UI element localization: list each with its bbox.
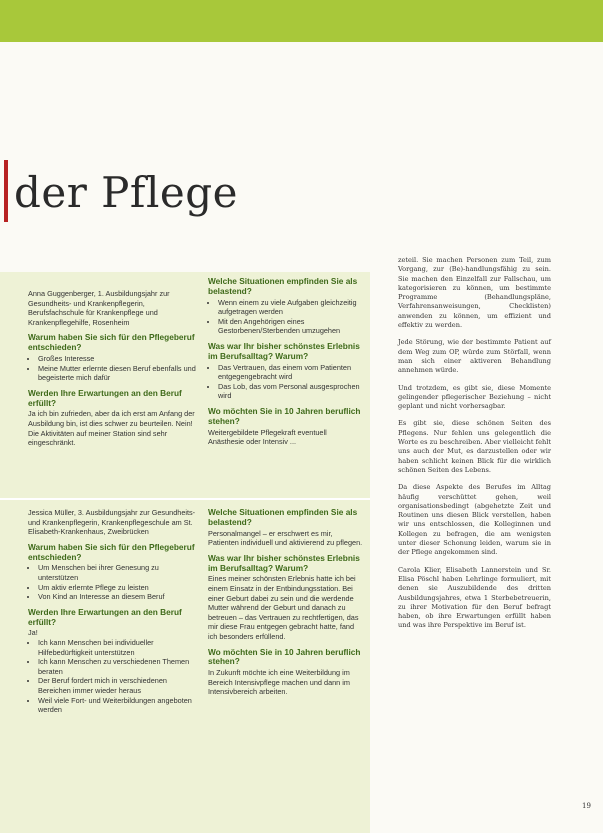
answer-list [28,563,196,601]
page-title: der Pflege [14,168,239,217]
answer-text: Eines meiner schönsten Erlebnis hatte ich bei einem Einsatz in der Entbindungsstation. Bei einer Geburt dabei zu sein und die werdende Mutter während der Geburt und danach zu betreuen – das Vertrauen zu rechtfertigen, das mir diese Frau entgegen gebracht hatte, fand ich besonders erfüllend. [208,574,359,641]
list-item: • Ich kann Menschen bei individueller Hilfebedürftigkeit unterstützen [38,638,196,657]
question-heading: Was war Ihr bisher schönstes Erlebnis im Berufsalltag? Warum? [208,552,360,573]
list-item: • Großes Interesse [38,354,196,364]
body-paragraph: Es gibt sie, diese schönen Seiten des Pflegens. Nur fehlen uns gelegentlich die Worte es zu beschreiben. Aber vielleicht fehlt uns auch der Mut, es darzustellen oder wir haben schlicht keinen Blick für die wirklich schönen Seiten des Lebens. [398,419,551,474]
answer-text: Personalmangel – er erschwert es mir, Patienten individuell und aktivierend zu pflegen. [208,528,363,548]
list-item: • Das Lob, das vom Personal ausgesprochen wird [218,382,364,401]
body-paragraph: Da diese Aspekte des Berufes im Alltag häufig verschüttet gehen, weil organisationsbedingt (abgehetzte Zeit und Routinen uns diesen Blick verstellen, haben wir uns entschlossen, die Kolleginnen und Kollegen zu befragen, die am wenigsten unter dieser Schonung leiden, warum sie in der Pflege angekommen sind. [398,483,551,557]
page-number: 19 [582,802,591,810]
interviewee-intro: Jessica Müller, 3. Ausbildungsjahr zur Gesundheits- und Krankenpflegerin, Krankenpflegeschule am St. Elisabeth-Krankenhaus, Zweibrücken [28,508,196,537]
header-band [0,0,603,42]
interview1-left-column [28,289,196,448]
list-item: • Um Menschen bei ihrer Genesung zu unterstützen [38,563,196,582]
interview2-left-column [28,508,196,715]
answer-text: Ja! [28,628,38,638]
answer-list [208,298,364,336]
question-heading: Warum haben Sie sich für den Pflegeberuf entschieden? [28,332,195,353]
answer-text: Weitergebildete Pflegekraft eventuell Anästhesie oder Intensiv ... [208,427,327,447]
article-body-column [398,256,551,639]
question-heading: Wo möchten Sie in 10 Jahren beruflich stehen? [208,646,361,667]
interview-divider [0,498,370,500]
list-item: • Meine Mutter erlernte diesen Beruf ebenfalls und begeisterte mich dafür [38,364,196,383]
title-accent-mark [4,160,8,222]
question-heading: Welche Situationen empfinden Sie als belastend? [208,276,358,296]
list-item: • Von Kind an Interesse an diesem Beruf [38,592,196,602]
question-heading: Warum haben Sie sich für den Pflegeberuf entschieden? [28,541,195,562]
interview2-right-column [208,508,364,697]
question-heading: Werden Ihre Erwartungen an den Beruf erfüllt? [28,606,182,627]
interview1-right-column [208,277,364,447]
interviewee-intro: Anna Guggenberger, 1. Ausbildungsjahr zur Gesundheits- und Krankenpflegerin, Berufsfachschule für Krankenpflege und Krankenpflegehilfe, Rosenheim [28,289,170,327]
body-paragraph: Carola Klier, Elisabeth Lannerstein und Sr. Elisa Pöschl haben Lehrlinge formuliert, mit denen sie Auszubildende des dritten Ausbildungsjahres, etwa 1 Sterbebetreuerin, zu ihrer Motivation für den Beruf befragt haben, ob ihre Erwartungen erfüllt haben und was ihre Perspektive im Beruf ist. [398,565,551,630]
list-item: • Um aktiv erlernte Pflege zu leisten [38,583,196,593]
list-item: • Der Beruf fordert mich in verschiedenen Bereichen immer wieder heraus [38,676,196,695]
answer-text: In Zukunft möchte ich eine Weiterbildung im Bereich Intensivpflege machen und dann im Intensivbereich arbeiten. [208,668,350,697]
question-heading: Werden Ihre Erwartungen an den Beruf erfüllt? [28,387,182,408]
question-heading: Was war Ihr bisher schönstes Erlebnis im Berufsalltag? Warum? [208,340,360,361]
list-item: • Wenn einem zu viele Aufgaben gleichzeitig aufgetragen werden [218,298,364,317]
answer-list [208,363,364,401]
body-paragraph: zeteil. Sie machen Personen zum Teil, zum Vorgang, zur (Be)-handlungsfähig zu sein. Sie machen den Einzelfall zur Fallschau, um kategorisieren zu können, um bestimmte Programme (Behandlungspläne, Verfahrensanweisungen, Checklisten) anwenden zu können, um effizient und effektiv zu werden. [398,256,551,330]
list-item: • Weil viele Fort- und Weiterbildungen angeboten werden [38,696,196,715]
list-item: • Das Vertrauen, das einem vom Patienten entgegengebracht wird [218,363,364,382]
answer-list [28,638,196,715]
answer-list [28,354,196,383]
body-paragraph: Und trotzdem, es gibt sie, diese Momente gelingender pflegerischer Beziehung – nicht geplant und nicht vorhersagbar. [398,383,551,411]
question-heading: Welche Situationen empfinden Sie als belastend? [208,507,358,527]
list-item: • Ich kann Menschen zu verschiedenen Themen beraten [38,657,196,676]
list-item: • Mit den Angehörigen eines Gestorbenen/Sterbenden umzugehen [218,317,364,336]
question-heading: Wo möchten Sie in 10 Jahren beruflich stehen? [208,405,361,426]
answer-text: Ja ich bin zufrieden, aber da ich erst am Anfang der Ausbildung bin, ist dies schwer zu beurteilen. Nein! Die Aktivitäten auf meiner Station sind sehr eingeschränkt. [28,409,195,448]
body-paragraph: Jede Störung, wie der bestimmte Patient auf dem Weg zum OP, würde zum Störfall, wenn man sich einer aktiveren Behandlung annehmen würde. [398,338,551,375]
